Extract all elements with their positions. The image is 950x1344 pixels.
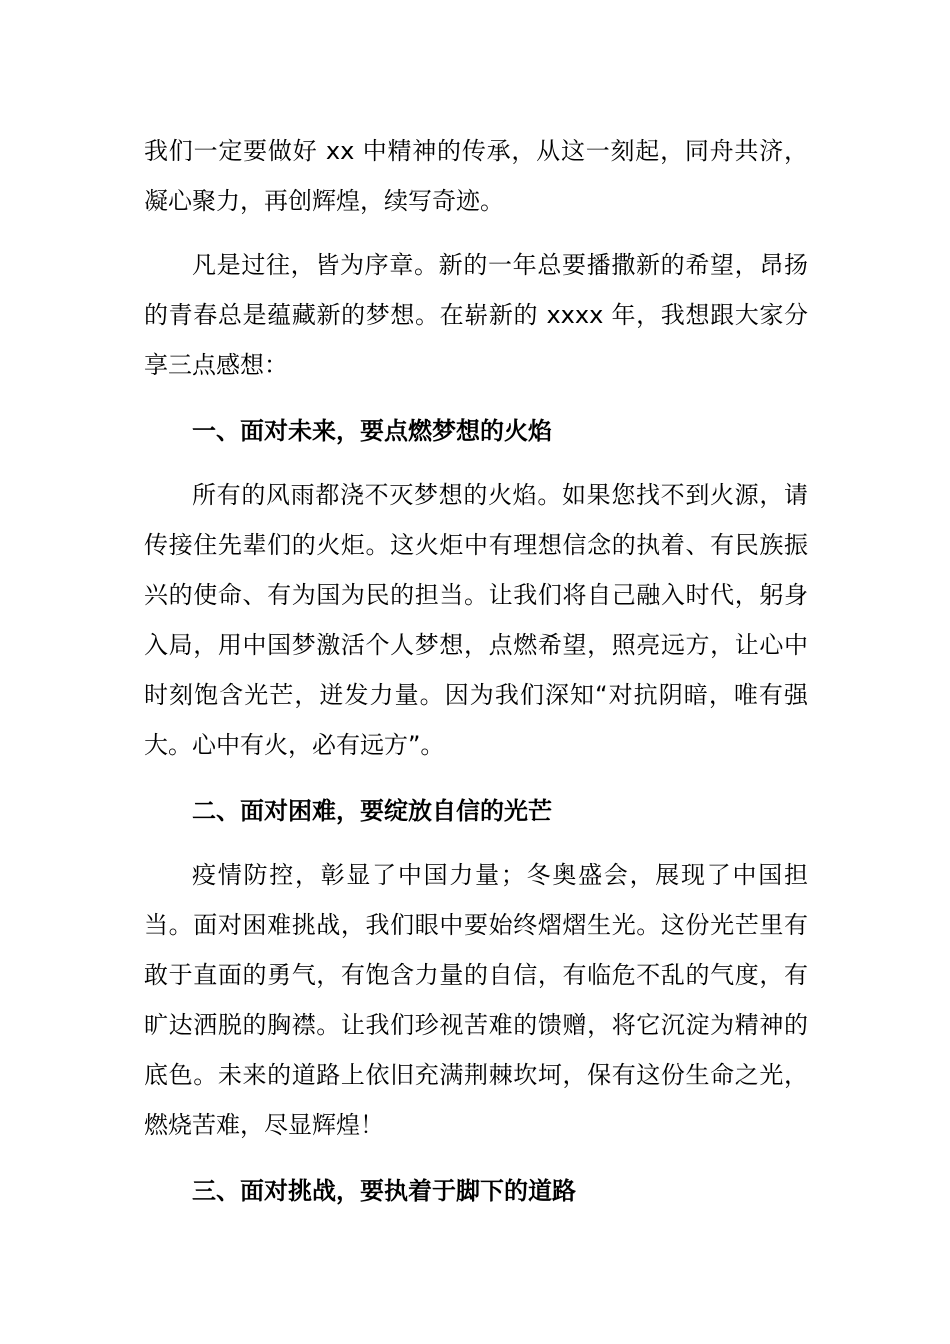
paragraph-section-1: 所有的风雨都浇不灭梦想的火焰。如果您找不到火源，请传接住先辈们的火炬。这火炬中有理想信念的执着、有民族振兴的使命、有为国为民的担当。让我们将自己融入时代，躬身入局，用中国梦激活个人梦想，点燃希望，照亮远方，让心中时刻饱含光芒，迸发力量。因为我们深知“对抗阴暗，唯有强大。心中有火，必有远方”。 (144, 481, 808, 759)
paragraph-section-2: 疫情防控，彰显了中国力量；冬奥盛会，展现了中国担当。面对困难挑战，我们眼中要始终熠熠生光。这份光芒里有敢于直面的勇气，有饱含力量的自信，有临危不乱的气度，有旷达洒脱的胸襟。让我们珍视苦难的馈赠，将它沉淀为精神的底色。未来的道路上依旧充满荆棘坎坷，保有这份生命之光，燃烧苦难，尽显辉煌！ (144, 861, 808, 1139)
section-heading-3: 三、面对挑战，要执着于脚下的道路 (192, 1177, 576, 1205)
paragraph-intro: 凡是过往，皆为序章。新的一年总要播撒新的希望，昂扬的青春总是蕴藏新的梦想。在崭新的 xxxx 年，我想跟大家分享三点感想： (144, 251, 808, 379)
section-heading-1: 一、面对未来，要点燃梦想的火焰 (192, 417, 552, 445)
document-body (144, 126, 808, 1216)
section-heading-2: 二、面对困难，要绽放自信的光芒 (192, 797, 552, 825)
paragraph-continuation: 我们一定要做好 xx 中精神的传承，从这一刻起，同舟共济，凝心聚力，再创辉煌，续写奇迹。 (144, 137, 808, 215)
